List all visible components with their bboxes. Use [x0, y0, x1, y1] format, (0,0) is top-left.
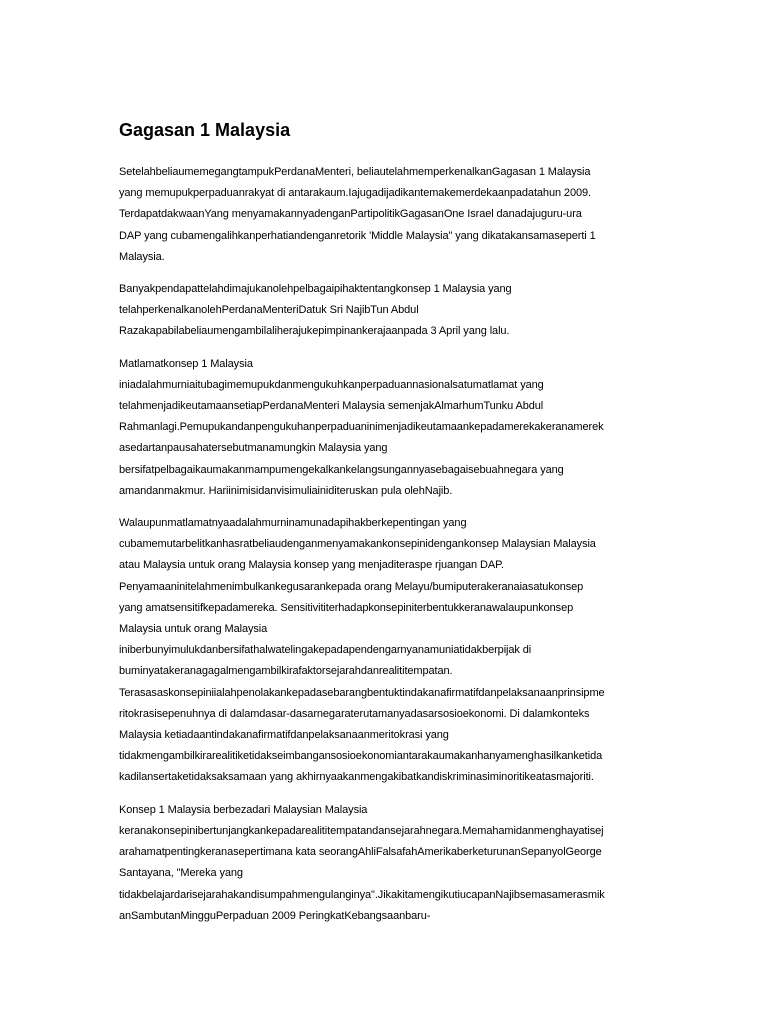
- document-body: [119, 162, 659, 927]
- text-line: Walaupunmatlamatnyaadalahmurninamunadapihakberkepentingan yang: [119, 517, 467, 530]
- text-line: iniadalahmurniaitubagimemupukdanmengukuhkanperpaduannasionalsatumatlamat yang: [119, 378, 544, 391]
- text-line: TerdapatdakwaanYang menyamakannyadenganPartipolitikGagasanOne Israel danadajuguru-ura: [119, 208, 582, 221]
- text-line: bersifatpelbagaikaumakanmampumengekalkankelangsungannyasebagaisebuahnegara yang: [119, 463, 564, 476]
- text-line: Matlamatkonsep 1 Malaysia: [119, 357, 253, 370]
- text-line: DAP yang cubamengalihkanperhatiandenganretorik 'Middle Malaysia" yang dikatakansamaseperti 1: [119, 229, 596, 242]
- text-line: Santayana, "Mereka yang: [119, 867, 243, 880]
- text-line: tidakbelajardarisejarahakandisumpahmengulanginya".JikakitamengikutiucapanNajibsemasamerasmik: [119, 888, 605, 901]
- text-line: Malaysia ketiadaantindakanafirmatifdanpelaksanaanmeritokrasi yang: [119, 729, 449, 742]
- text-line: iniberbunyimulukdanbersifathalwatelingakepadapendengarnyanamuniatidakberpijak di: [119, 644, 532, 657]
- text-line: arahamatpentingkeranasepertimana kata seorangAhliFalsafahAmerikaberketurunanSepanyolGeorge: [119, 846, 602, 859]
- text-line: telahperkenalkanolehPerdanaMenteriDatuk Sri NajibTun Abdul: [119, 304, 419, 317]
- text-line: kadilansertaketidaksaksamaan yang akhirnyaakanmengakibatkandiskriminasiminoritikeatasmajoriti.: [119, 771, 594, 784]
- text-line: keranakonsepinibertunjangkankepadarealititempatandansejarahnegara.Memahamidanmenghayatisej: [119, 824, 604, 837]
- text-line: atau Malaysia untuk orang Malaysia konsep yang menjaditeraspe rjuangan DAP.: [119, 559, 504, 572]
- text-line: Razakapabilabeliaumengambilaliherajukepimpinankerajaanpada 3 April yang lalu.: [119, 325, 510, 338]
- text-line: anSambutanMingguPerpaduan 2009 PeringkatKebangsaanbaru-: [119, 909, 431, 922]
- text-line: Malaysia untuk orang Malaysia: [119, 623, 268, 636]
- text-line: asedartanpausahatersebutmanamungkin Malaysia yang: [119, 442, 388, 455]
- text-line: yang amatsensitifkepadamereka. Sensitivititerhadapkonsepiniterbentukkeranawalaupunkonsep: [119, 601, 574, 614]
- text-line: Malaysia.: [119, 250, 165, 263]
- text-line: cubamemutarbelitkanhasratbeliaudenganmenyamakankonsepinidengankonsep Malaysian Malaysia: [119, 538, 596, 551]
- paragraph: [119, 162, 659, 268]
- paragraph: [119, 800, 659, 927]
- text-line: ritokrasisepenuhnya di dalamdasar-dasarnegaraterutamanyadasarsosioekonomi. Di dalamkonteks: [119, 707, 590, 720]
- text-line: Terasasaskonsepiniialahpenolakankepadasebarangbentuktindakanafirmatifdanpelaksanaanprinsipme: [119, 686, 605, 699]
- text-line: Konsep 1 Malaysia berbezadari Malaysian Malaysia: [119, 803, 368, 816]
- text-line: Rahmanlagi.Pemupukandanpengukuhanperpaduaninimenjadikeutamaankepadamerekakeranamerek: [119, 421, 604, 434]
- document-page: [119, 118, 659, 938]
- document-title: Gagasan 1 Malaysia: [119, 120, 291, 140]
- text-line: Penyamaaninitelahmenimbulkankegusarankepada orang Melayu/bumiputerakeranaiasatukonsep: [119, 580, 584, 593]
- paragraph: [119, 354, 659, 502]
- text-line: yang memupukperpaduanrakyat di antarakaum.Iajugadijadikantemakemerdekaanpadatahun 2009.: [119, 187, 591, 200]
- text-line: amandanmakmur. Hariinimisidanvisimuliainiditeruskan pula olehNajib.: [119, 484, 453, 497]
- text-line: buminyatakeranagagalmengambilkirafaktorsejarahdanrealititempatan.: [119, 665, 453, 678]
- paragraph: [119, 279, 659, 343]
- text-line: tidakmengambilkirarealitiketidakseimbangansosioekonomiantarakaumakanhanyamenghasilkanketida: [119, 750, 603, 763]
- text-line: SetelahbeliaumemegangtampukPerdanaMenteri, beliautelahmemperkenalkanGagasan 1 Malaysia: [119, 166, 591, 178]
- text-line: telahmenjadikeutamaansetiapPerdanaMenteri Malaysia semenjakAlmarhumTunku Abdul: [119, 400, 544, 413]
- paragraph: [119, 513, 659, 789]
- text-line: Banyakpendapattelahdimajukanolehpelbagaipihaktentangkonsep 1 Malaysia yang: [119, 283, 512, 296]
